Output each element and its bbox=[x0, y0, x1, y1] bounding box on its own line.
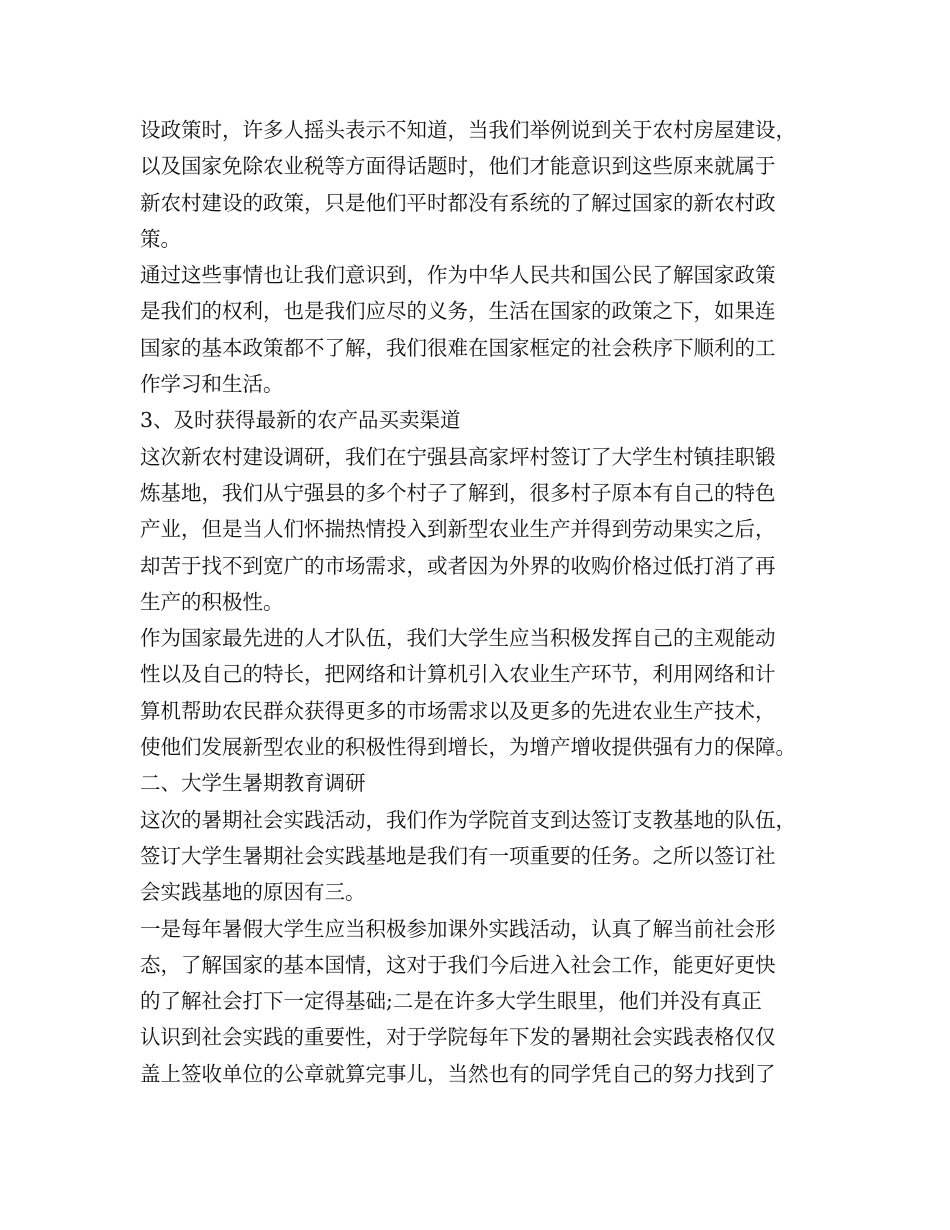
text-line: 作学习和生活。 bbox=[140, 372, 284, 397]
text-line: 新农村建设的政策，只是他们平时都没有系统的了解过国家的新农村政 bbox=[140, 190, 776, 215]
text-line: 态，了解国家的基本国情，这对于我们今后进入社会工作，能更好更快 bbox=[140, 952, 776, 977]
text-line: 通过这些事情也让我们意识到，作为中华人民共和国公民了解国家政策 bbox=[140, 263, 776, 288]
text-line: 设政策时，许多人摇头表示不知道，当我们举例说到关于农村房屋建设， bbox=[140, 118, 796, 142]
text-line: 这次新农村建设调研，我们在宁强县高家坪村签订了大学生村镇挂职锻 bbox=[140, 444, 776, 469]
text-line: 性以及自己的特长，把网络和计算机引入农业生产环节，利用网络和计 bbox=[140, 662, 776, 687]
text-line: 却苦于找不到宽广的市场需求，或者因为外界的收购价格过低打消了再 bbox=[140, 553, 776, 578]
text-line: 作为国家最先进的人才队伍，我们大学生应当积极发挥自己的主观能动 bbox=[140, 626, 776, 651]
text-line: 认识到社会实践的重要性，对于学院每年下发的暑期社会实践表格仅仅 bbox=[140, 1025, 776, 1050]
text-line: 使他们发展新型农业的积极性得到增长，为增产增收提供强有力的保障。 bbox=[140, 735, 796, 760]
text-line: 算机帮助农民群众获得更多的市场需求以及更多的先进农业生产技术， bbox=[140, 698, 776, 723]
text-line: 炼基地，我们从宁强县的多个村子了解到，很多村子原本有自己的特色 bbox=[140, 480, 776, 505]
text-line: 盖上签收单位的公章就算完事儿，当然也有的同学凭自己的努力找到了 bbox=[140, 1061, 776, 1086]
text-line: 一是每年暑假大学生应当积极参加课外实践活动，认真了解当前社会形 bbox=[140, 916, 776, 941]
body-text bbox=[140, 112, 830, 1092]
text-line: 会实践基地的原因有三。 bbox=[140, 880, 366, 905]
text-line: 这次的暑期社会实践活动，我们作为学院首支到达签订支教基地的队伍， bbox=[140, 807, 796, 832]
text-line: 策。 bbox=[140, 226, 181, 251]
text-line: 国家的基本政策都不了解，我们很难在国家框定的社会秩序下顺利的工 bbox=[140, 335, 776, 360]
text-line: 以及国家免除农业税等方面得话题时，他们才能意识到这些原来就属于 bbox=[140, 154, 776, 179]
text-line: 生产的积极性。 bbox=[140, 589, 284, 614]
text-line: 签订大学生暑期社会实践基地是我们有一项重要的任务。之所以签订社 bbox=[140, 843, 776, 868]
section-heading: 二、大学生暑期教育调研 bbox=[140, 771, 366, 796]
text-line: 的了解社会打下一定得基础;二是在许多大学生眼里，他们并没有真正 bbox=[140, 989, 762, 1014]
text-line: 是我们的权利，也是我们应尽的义务，生活在国家的政策之下，如果连 bbox=[140, 299, 776, 324]
section-heading: 3、及时获得最新的农产品买卖渠道 bbox=[140, 408, 461, 433]
text-line: 产业，但是当人们怀揣热情投入到新型农业生产并得到劳动果实之后， bbox=[140, 517, 776, 542]
